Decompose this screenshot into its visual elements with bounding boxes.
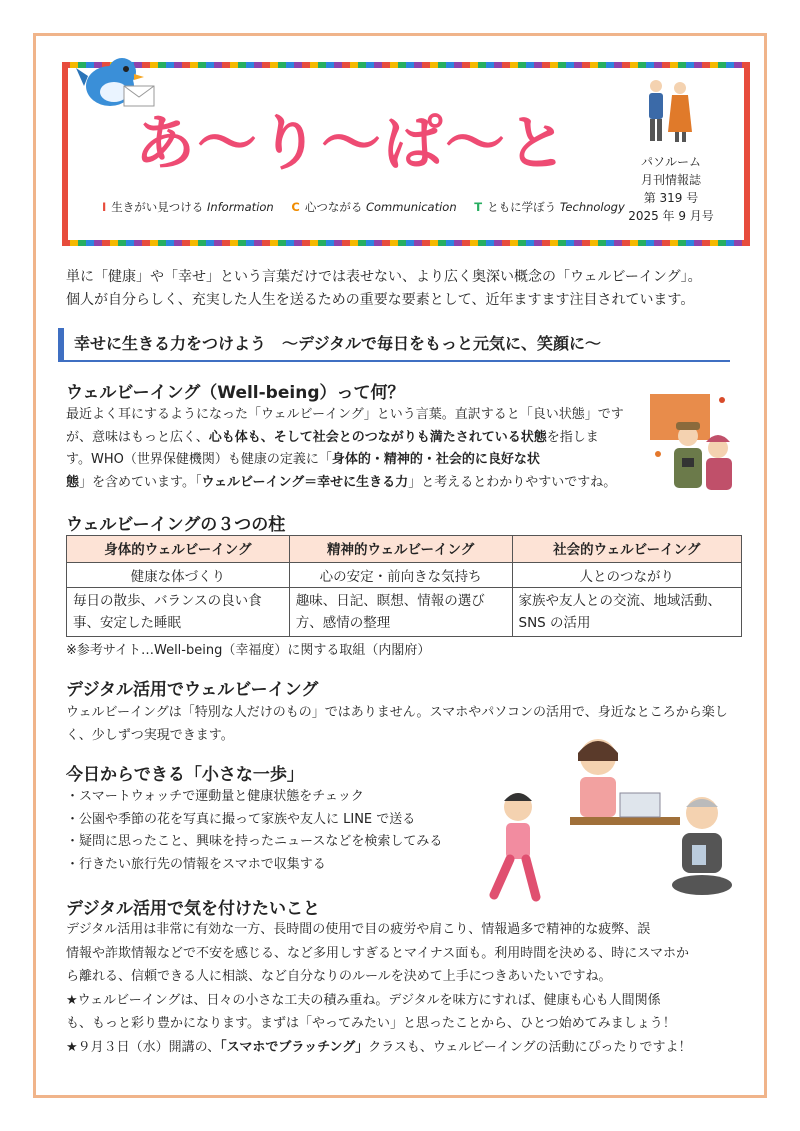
steps-list	[66, 786, 442, 876]
table-cell: 家族や友人との交流、地域活動、SNS の活用	[512, 588, 742, 637]
section-banner: 幸せに生きる力をつけよう ～デジタルで毎日をもっと元気に、笑顔に～	[58, 328, 730, 362]
publication-type: 月刊情報誌	[640, 173, 701, 187]
table-cell: 健康な体づくり	[67, 563, 290, 588]
reference-note: ※参考サイト…Well-being（幸福度）に関する取組（内閣府）	[66, 643, 431, 658]
tagline-letter-t: T	[474, 200, 483, 214]
list-item: ・疑問に思ったこと、興味を持ったニュースなどを検索してみる	[66, 834, 443, 849]
heading-small-steps: 今日からできる「小さな一歩」	[66, 765, 304, 785]
heading-three-pillars: ウェルビーイングの３つの柱	[66, 515, 286, 535]
issue-number: 第 319 号	[643, 191, 699, 205]
table-header-row	[67, 536, 742, 563]
couple-illustration	[640, 76, 696, 146]
text-span: ★９月３日（水）開講の、	[66, 1039, 221, 1055]
text-line: く、少しずつ実現できます。	[66, 727, 234, 743]
tagline-text-2: 心つながる	[304, 200, 363, 214]
tagline	[102, 199, 639, 215]
text-line: 最近よく耳にするようになった「ウェルビーイング」という言葉。直訳すると「良い状態」です	[66, 407, 624, 422]
table-header-cell: 身体的ウェルビーイング	[67, 536, 290, 563]
org-name: パソルーム	[640, 155, 701, 169]
tagline-en-2: Communication	[365, 200, 457, 214]
text-span: 」を含めています。「	[79, 474, 202, 490]
table-header-cell: 精神的ウェルビーイング	[289, 536, 512, 563]
text-span: 」と考えるとわかりやすいですね。	[408, 474, 617, 490]
text-span: す。WHO（世界保健機関）も健康の定義に「	[66, 452, 332, 467]
bold-span: 心も体も、そして社会とのつながりも満たされている状態	[208, 429, 547, 445]
heading-digital-wellbeing: デジタル活用でウェルビーイング	[66, 680, 319, 700]
table-cell: 毎日の散歩、バランスの良い食事、安定した睡眠	[67, 588, 290, 637]
tagline-text-3: ともに学ぼう	[487, 200, 557, 214]
text-line: も、もっと彩り豊かになります。まずは「やってみたい」と思ったことから、ひとつ始めてみましょう！	[66, 1016, 676, 1031]
paragraph-cautions	[66, 918, 742, 1059]
text-span: が、意味はもっと広く、	[66, 429, 209, 445]
table-row	[67, 588, 742, 637]
list-item: ・公園や季節の花を写真に撮って家族や友人に LINE で送る	[66, 811, 416, 827]
text-span: クラスも、ウェルビーイングの活動にぴったりですよ！	[368, 1039, 692, 1055]
intro-line: 個人が自分らしく、充実した人生を送るための重要な要素として、近年ますます注目されています。	[66, 292, 695, 308]
table-header-cell: 社会的ウェルビーイング	[512, 536, 742, 563]
tagline-letter-c: C	[291, 200, 300, 214]
tagline-en-3: Technology	[559, 200, 625, 214]
text-line: ウェルビーイングは「特別な人だけのもの」ではありません。スマホやパソコンの活用で、身近なところから楽し	[66, 705, 728, 720]
list-item: ・行きたい旅行先の情報をスマホで収集する	[66, 856, 326, 872]
paragraph-what-is	[66, 404, 656, 494]
text-span: を指しま	[546, 429, 599, 445]
digital-activity-illustration	[480, 735, 740, 910]
tagline-en-1: Information	[206, 200, 274, 214]
bold-span: 身体的・精神的・社会的に良好な状	[331, 452, 540, 467]
issue-date: 2025 年 9 月号	[628, 209, 714, 223]
text-line: 情報や詐欺情報などで不安を感じる、など多用しすぎるとマイナス面も。利用時間を決める、時にスマホか	[66, 945, 689, 961]
table-cell: 心の安定・前向きな気持ち	[289, 563, 512, 588]
heading-what-is: ウェルビーイング（Well-being）って何？	[66, 383, 405, 403]
table-cell: 人とのつながり	[512, 563, 742, 588]
publication-info	[612, 153, 730, 225]
intro-text	[66, 266, 702, 312]
bold-span: 態	[66, 474, 80, 490]
pillars-table	[66, 535, 742, 637]
text-line: デジタル活用は非常に有効な一方、長時間の使用で目の疲労や肩こり、情報過多で精神的な疲弊、誤	[66, 922, 651, 937]
bold-span: ウェルビーイング＝幸せに生きる力	[201, 474, 409, 490]
table-row	[67, 563, 742, 588]
heading-cautions: デジタル活用で気を付けたいこと	[66, 899, 320, 919]
class-name: 「スマホでブラッチング」	[220, 1039, 369, 1055]
tagline-letter-i: I	[102, 200, 107, 214]
text-line: ★ウェルビーイングは、日々の小さな工夫の積み重ね。デジタルを味方にすれば、健康も心も人間関係	[66, 992, 661, 1008]
table-cell: 趣味、日記、瞑想、情報の選び方、感情の整理	[289, 588, 512, 637]
text-line: ら離れる、信頼できる人に相談、など自分なりのルールを決めて上手につきあいたいですね。	[66, 969, 612, 984]
tagline-text-1: 生きがい見つける	[111, 200, 204, 214]
newsletter-title: あ～り～ぱ～と	[135, 109, 569, 179]
elderly-couple-illustration	[648, 392, 744, 496]
list-item: ・スマートウォッチで運動量と健康状態をチェック	[66, 789, 364, 804]
intro-line: 単に「健康」や「幸せ」という言葉だけでは表せない、より広く奥深い概念の「ウェルビーイング」。	[66, 269, 702, 285]
